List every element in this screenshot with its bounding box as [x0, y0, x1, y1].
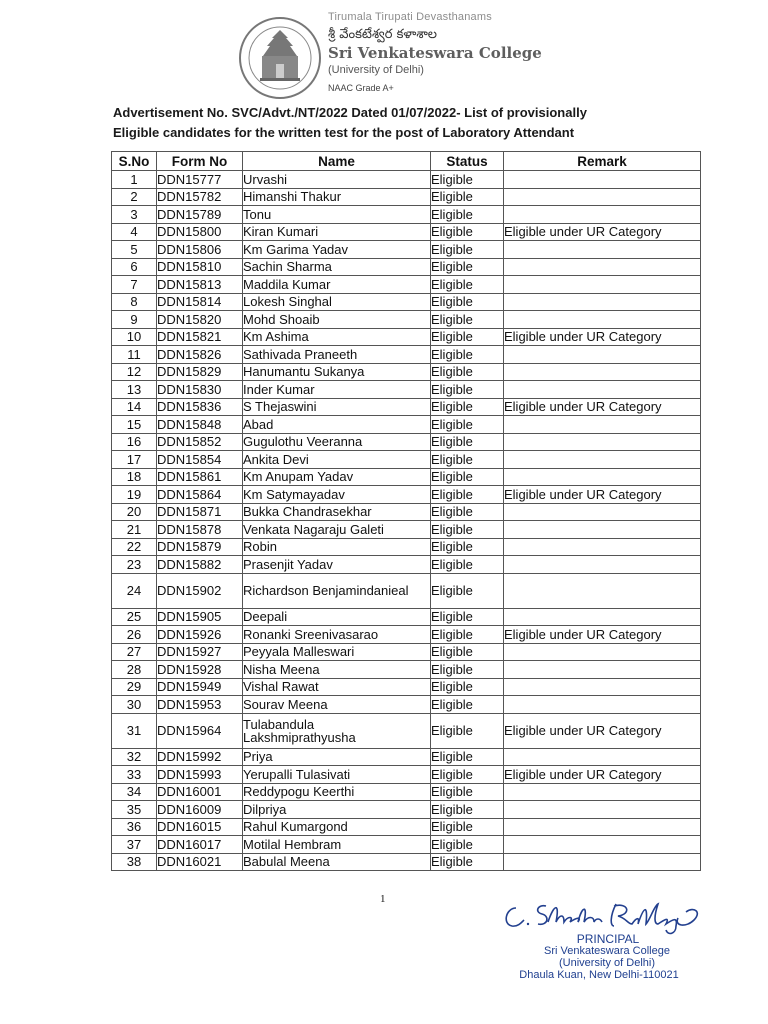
table-row — [112, 573, 701, 608]
cell-status: Eligible — [431, 258, 504, 276]
header-remark: Remark — [504, 152, 701, 171]
cell-status: Eligible — [431, 311, 504, 329]
principal-signature — [498, 896, 708, 936]
table-row — [112, 783, 701, 801]
cell-remark — [504, 573, 701, 608]
cell-remark: Eligible under UR Category — [504, 486, 701, 504]
cell-remark — [504, 276, 701, 294]
cell-sno: 26 — [112, 626, 157, 644]
cell-name: Sachin Sharma — [243, 258, 431, 276]
cell-status: Eligible — [431, 346, 504, 364]
table-row — [112, 171, 701, 189]
table-row — [112, 538, 701, 556]
cell-sno: 38 — [112, 853, 157, 871]
cell-remark — [504, 678, 701, 696]
cell-form-no: DDN15814 — [157, 293, 243, 311]
cell-name: Km Satymayadav — [243, 486, 431, 504]
cell-name: S Thejaswini — [243, 398, 431, 416]
header-name: Name — [243, 152, 431, 171]
cell-remark — [504, 241, 701, 259]
cell-remark — [504, 783, 701, 801]
cell-remark — [504, 206, 701, 224]
header-telugu-name: శ్రీ వేంకటేశ్వర కళాశాల — [328, 27, 438, 42]
table-row — [112, 766, 701, 784]
cell-sno: 3 — [112, 206, 157, 224]
principal-title: PRINCIPAL — [576, 932, 640, 946]
cell-status: Eligible — [431, 713, 504, 748]
table-row — [112, 486, 701, 504]
table-row — [112, 696, 701, 714]
cell-form-no: DDN15902 — [157, 573, 243, 608]
cell-sno: 29 — [112, 678, 157, 696]
cell-form-no: DDN15852 — [157, 433, 243, 451]
cell-name: Babulal Meena — [243, 853, 431, 871]
cell-name: Priya — [243, 748, 431, 766]
cell-sno: 23 — [112, 556, 157, 574]
cell-sno: 17 — [112, 451, 157, 469]
cell-form-no: DDN15820 — [157, 311, 243, 329]
cell-name: Motilal Hembram — [243, 836, 431, 854]
table-row — [112, 521, 701, 539]
cell-name: Inder Kumar — [243, 381, 431, 399]
cell-form-no: DDN15993 — [157, 766, 243, 784]
cell-status: Eligible — [431, 748, 504, 766]
cell-name: Deepali — [243, 608, 431, 626]
table-row — [112, 801, 701, 819]
cell-status: Eligible — [431, 853, 504, 871]
cell-sno: 36 — [112, 818, 157, 836]
cell-form-no: DDN15830 — [157, 381, 243, 399]
table-row — [112, 643, 701, 661]
cell-name: Hanumantu Sukanya — [243, 363, 431, 381]
cell-sno: 30 — [112, 696, 157, 714]
table-row — [112, 363, 701, 381]
table-row — [112, 223, 701, 241]
cell-form-no: DDN15871 — [157, 503, 243, 521]
cell-remark — [504, 748, 701, 766]
header-form-no: Form No — [157, 152, 243, 171]
table-row — [112, 556, 701, 574]
advertisement-title: Advertisement No. SVC/Advt./NT/2022 Dated 01/07/2022- List of provisionally Eligible candidates for the written test for the post of Laboratory Attendant — [113, 105, 587, 140]
cell-form-no: DDN15826 — [157, 346, 243, 364]
table-row — [112, 381, 701, 399]
cell-form-no: DDN16009 — [157, 801, 243, 819]
cell-name: Sourav Meena — [243, 696, 431, 714]
cell-status: Eligible — [431, 451, 504, 469]
table-row — [112, 853, 701, 871]
cell-name: Sathivada Praneeth — [243, 346, 431, 364]
cell-sno: 9 — [112, 311, 157, 329]
cell-sno: 27 — [112, 643, 157, 661]
cell-form-no: DDN15854 — [157, 451, 243, 469]
cell-sno: 10 — [112, 328, 157, 346]
cell-sno: 14 — [112, 398, 157, 416]
cell-name: Abad — [243, 416, 431, 434]
cell-name: Ronanki Sreenivasarao — [243, 626, 431, 644]
cell-status: Eligible — [431, 818, 504, 836]
cell-status: Eligible — [431, 521, 504, 539]
cell-sno: 11 — [112, 346, 157, 364]
table-row — [112, 433, 701, 451]
cell-remark — [504, 468, 701, 486]
cell-form-no: DDN16015 — [157, 818, 243, 836]
cell-form-no: DDN16017 — [157, 836, 243, 854]
table-row — [112, 818, 701, 836]
cell-name: Mohd Shoaib — [243, 311, 431, 329]
cell-sno: 28 — [112, 661, 157, 679]
cell-name: Rahul Kumargond — [243, 818, 431, 836]
cell-name: Km Anupam Yadav — [243, 468, 431, 486]
cell-name: Tonu — [243, 206, 431, 224]
cell-status: Eligible — [431, 608, 504, 626]
cell-remark — [504, 363, 701, 381]
cell-sno: 15 — [112, 416, 157, 434]
cell-name: Richardson Benjamindanieal — [243, 573, 431, 608]
cell-remark: Eligible under UR Category — [504, 713, 701, 748]
college-logo-emblem — [238, 16, 322, 100]
cell-remark: Eligible under UR Category — [504, 766, 701, 784]
table-row — [112, 661, 701, 679]
table-row — [112, 626, 701, 644]
cell-sno: 1 — [112, 171, 157, 189]
cell-name: Tulabandula Lakshmiprathyusha — [243, 713, 431, 748]
cell-remark — [504, 801, 701, 819]
table-row — [112, 311, 701, 329]
cell-remark — [504, 433, 701, 451]
cell-sno: 13 — [112, 381, 157, 399]
cell-form-no: DDN15864 — [157, 486, 243, 504]
cell-sno: 8 — [112, 293, 157, 311]
cell-form-no: DDN15964 — [157, 713, 243, 748]
cell-form-no: DDN15879 — [157, 538, 243, 556]
cell-sno: 32 — [112, 748, 157, 766]
cell-status: Eligible — [431, 696, 504, 714]
cell-name: Lokesh Singhal — [243, 293, 431, 311]
cell-remark — [504, 538, 701, 556]
table-row — [112, 608, 701, 626]
header-university: (University of Delhi) — [328, 64, 424, 76]
cell-sno: 12 — [112, 363, 157, 381]
header-status: Status — [431, 152, 504, 171]
cell-status: Eligible — [431, 783, 504, 801]
cell-form-no: DDN15821 — [157, 328, 243, 346]
cell-status: Eligible — [431, 398, 504, 416]
cell-status: Eligible — [431, 328, 504, 346]
cell-status: Eligible — [431, 801, 504, 819]
cell-form-no: DDN15882 — [157, 556, 243, 574]
cell-sno: 22 — [112, 538, 157, 556]
cell-sno: 25 — [112, 608, 157, 626]
cell-remark — [504, 416, 701, 434]
table-row — [112, 416, 701, 434]
cell-status: Eligible — [431, 468, 504, 486]
cell-form-no: DDN15861 — [157, 468, 243, 486]
header-sno: S.No — [112, 152, 157, 171]
cell-form-no: DDN15927 — [157, 643, 243, 661]
cell-name: Ankita Devi — [243, 451, 431, 469]
principal-block — [500, 933, 700, 981]
cell-remark — [504, 818, 701, 836]
principal-address: Dhaula Kuan, New Delhi-110021 — [519, 969, 679, 981]
cell-name: Dilpriya — [243, 801, 431, 819]
cell-form-no: DDN15878 — [157, 521, 243, 539]
cell-status: Eligible — [431, 626, 504, 644]
cell-name: Kiran Kumari — [243, 223, 431, 241]
cell-name: Himanshi Thakur — [243, 188, 431, 206]
cell-remark — [504, 258, 701, 276]
cell-name: Peyyala Malleswari — [243, 643, 431, 661]
cell-form-no: DDN15928 — [157, 661, 243, 679]
cell-remark — [504, 521, 701, 539]
cell-remark — [504, 503, 701, 521]
cell-sno: 37 — [112, 836, 157, 854]
cell-sno: 16 — [112, 433, 157, 451]
cell-remark: Eligible under UR Category — [504, 398, 701, 416]
cell-status: Eligible — [431, 573, 504, 608]
table-row — [112, 346, 701, 364]
cell-remark — [504, 836, 701, 854]
cell-sno: 24 — [112, 573, 157, 608]
cell-remark — [504, 853, 701, 871]
cell-status: Eligible — [431, 381, 504, 399]
cell-name: Bukka Chandrasekhar — [243, 503, 431, 521]
principal-college: Sri Venkateswara College — [544, 945, 670, 957]
cell-form-no: DDN15829 — [157, 363, 243, 381]
cell-form-no: DDN15926 — [157, 626, 243, 644]
cell-status: Eligible — [431, 241, 504, 259]
cell-name: Maddila Kumar — [243, 276, 431, 294]
cell-sno: 19 — [112, 486, 157, 504]
cell-sno: 34 — [112, 783, 157, 801]
cell-status: Eligible — [431, 766, 504, 784]
eligible-candidates-table — [111, 151, 701, 871]
header-trust-name: Tirumala Tirupati Devasthanams — [328, 11, 492, 23]
cell-sno: 2 — [112, 188, 157, 206]
cell-form-no: DDN15836 — [157, 398, 243, 416]
table-row — [112, 503, 701, 521]
cell-form-no: DDN15953 — [157, 696, 243, 714]
header-naac-grade: NAAC Grade A+ — [328, 83, 394, 93]
table-row — [112, 206, 701, 224]
cell-status: Eligible — [431, 661, 504, 679]
cell-form-no: DDN16001 — [157, 783, 243, 801]
table-row — [112, 468, 701, 486]
cell-status: Eligible — [431, 503, 504, 521]
cell-remark: Eligible under UR Category — [504, 626, 701, 644]
cell-sno: 7 — [112, 276, 157, 294]
cell-status: Eligible — [431, 223, 504, 241]
cell-remark: Eligible under UR Category — [504, 223, 701, 241]
table-row — [112, 241, 701, 259]
cell-form-no: DDN15777 — [157, 171, 243, 189]
cell-remark: Eligible under UR Category — [504, 328, 701, 346]
cell-sno: 21 — [112, 521, 157, 539]
cell-form-no: DDN15789 — [157, 206, 243, 224]
cell-remark — [504, 451, 701, 469]
cell-form-no: DDN15813 — [157, 276, 243, 294]
cell-name: Venkata Nagaraju Galeti — [243, 521, 431, 539]
table-row — [112, 188, 701, 206]
table-row — [112, 328, 701, 346]
cell-status: Eligible — [431, 293, 504, 311]
cell-status: Eligible — [431, 556, 504, 574]
cell-remark — [504, 381, 701, 399]
cell-sno: 31 — [112, 713, 157, 748]
cell-form-no: DDN15800 — [157, 223, 243, 241]
principal-university: (University of Delhi) — [559, 957, 655, 969]
cell-status: Eligible — [431, 363, 504, 381]
cell-sno: 33 — [112, 766, 157, 784]
table-row — [112, 678, 701, 696]
cell-remark — [504, 311, 701, 329]
cell-remark — [504, 696, 701, 714]
cell-name: Urvashi — [243, 171, 431, 189]
table-header-row — [112, 152, 701, 171]
cell-form-no: DDN16021 — [157, 853, 243, 871]
cell-form-no: DDN15810 — [157, 258, 243, 276]
page-number: 1 — [380, 893, 386, 905]
cell-name: Km Ashima — [243, 328, 431, 346]
cell-sno: 6 — [112, 258, 157, 276]
cell-sno: 5 — [112, 241, 157, 259]
cell-status: Eligible — [431, 836, 504, 854]
header-college-name: Sri Venkateswara College — [328, 44, 542, 62]
cell-remark — [504, 556, 701, 574]
table-row — [112, 258, 701, 276]
cell-sno: 35 — [112, 801, 157, 819]
table-row — [112, 276, 701, 294]
table-row — [112, 836, 701, 854]
cell-form-no: DDN15848 — [157, 416, 243, 434]
cell-remark — [504, 188, 701, 206]
cell-name: Vishal Rawat — [243, 678, 431, 696]
cell-form-no: DDN15992 — [157, 748, 243, 766]
table-row — [112, 713, 701, 748]
cell-sno: 20 — [112, 503, 157, 521]
cell-name: Robin — [243, 538, 431, 556]
cell-name: Km Garima Yadav — [243, 241, 431, 259]
cell-status: Eligible — [431, 433, 504, 451]
cell-status: Eligible — [431, 188, 504, 206]
cell-name: Prasenjit Yadav — [243, 556, 431, 574]
cell-form-no: DDN15806 — [157, 241, 243, 259]
cell-remark — [504, 293, 701, 311]
cell-sno: 4 — [112, 223, 157, 241]
cell-status: Eligible — [431, 678, 504, 696]
table-row — [112, 293, 701, 311]
cell-form-no: DDN15905 — [157, 608, 243, 626]
cell-remark — [504, 608, 701, 626]
cell-status: Eligible — [431, 171, 504, 189]
table-row — [112, 451, 701, 469]
cell-status: Eligible — [431, 643, 504, 661]
cell-remark — [504, 661, 701, 679]
cell-status: Eligible — [431, 538, 504, 556]
cell-sno: 18 — [112, 468, 157, 486]
cell-status: Eligible — [431, 416, 504, 434]
cell-status: Eligible — [431, 206, 504, 224]
cell-name: Yerupalli Tulasivati — [243, 766, 431, 784]
cell-name: Nisha Meena — [243, 661, 431, 679]
cell-remark — [504, 643, 701, 661]
cell-form-no: DDN15949 — [157, 678, 243, 696]
table-row — [112, 398, 701, 416]
cell-form-no: DDN15782 — [157, 188, 243, 206]
cell-remark — [504, 346, 701, 364]
cell-status: Eligible — [431, 276, 504, 294]
cell-name: Gugulothu Veeranna — [243, 433, 431, 451]
cell-remark — [504, 171, 701, 189]
cell-name: Reddypogu Keerthi — [243, 783, 431, 801]
cell-status: Eligible — [431, 486, 504, 504]
table-row — [112, 748, 701, 766]
college-header — [328, 12, 542, 93]
